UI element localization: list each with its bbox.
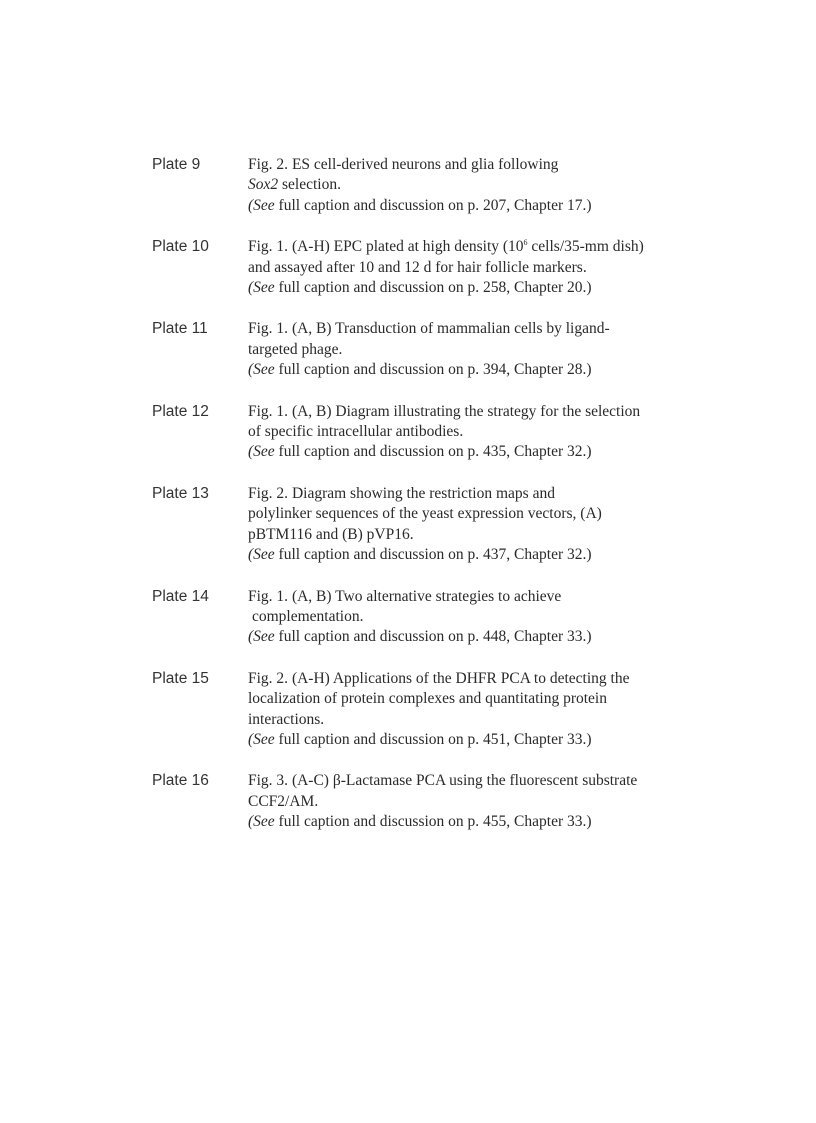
caption-line: polylinker sequences of the yeast expression vectors, (A) [248, 505, 602, 523]
caption-line: Sox2 selection. [248, 176, 341, 194]
caption-line: targeted phage. [248, 340, 343, 358]
page-number: 455 [483, 813, 507, 831]
plate-entry-9 [152, 155, 672, 216]
figure-number: Fig. 2. [248, 484, 289, 502]
caption-line: complementation. [252, 607, 364, 625]
caption-line: Fig. 1. (A, B) Diagram illustrating the strategy for the selection [248, 402, 641, 420]
plate-label: Plate 11 [152, 320, 208, 338]
plate-caption [248, 402, 672, 463]
caption-line: and assayed after 10 and 12 d for hair follicle markers. [248, 258, 587, 276]
plate-caption [248, 237, 672, 298]
figure-number: Fig. 2. [248, 156, 289, 173]
caption-line: Fig. 3. (A-C) β-Lactamase PCA using the fluorescent substrate [248, 772, 638, 790]
plate-caption [248, 587, 672, 648]
chapter-number: 32 [567, 443, 583, 461]
gene-name: Sox2 [248, 176, 279, 194]
plate-caption [248, 771, 672, 832]
see-reference: (See full caption and discussion on p. 455, Chapter 33.) [248, 813, 592, 831]
plate-caption [248, 155, 672, 216]
see-reference: (See full caption and discussion on p. 258, Chapter 20.) [248, 279, 592, 297]
page-number: 258 [483, 279, 507, 297]
caption-line: Fig. 1. (A, B) Transduction of mammalian cells by ligand- [248, 320, 610, 338]
chapter-number: 20 [567, 279, 583, 297]
page-number: 394 [483, 361, 507, 379]
caption-line: interactions. [248, 710, 325, 728]
plate-caption [248, 319, 672, 380]
plate-label: Plate 16 [152, 772, 209, 790]
plate-entry-14 [152, 587, 672, 648]
chapter-number: 33 [567, 813, 583, 831]
figure-number: Fig. 1. [248, 238, 289, 256]
plate-label: Plate 15 [152, 669, 209, 687]
caption-line: Fig. 1. (A-H) EPC plated at high density ($10^6$ cells/35-mm dish) [248, 238, 644, 256]
see-reference: (See full caption and discussion on p. 435, Chapter 32.) [248, 443, 592, 461]
plate-entry-13 [152, 484, 672, 566]
caption-line: Fig. 2. Diagram showing the restriction maps and [248, 484, 555, 502]
plate-caption [248, 484, 672, 566]
plate-entry-12 [152, 402, 672, 463]
page-number: 451 [483, 730, 507, 748]
chapter-number: 17 [567, 196, 583, 214]
plate-list [152, 155, 672, 854]
see-reference: (See full caption and discussion on p. 437, Chapter 32.) [248, 546, 592, 564]
chapter-number: 28 [567, 361, 583, 379]
caption-line: pBTM116 and (B) pVP16. [248, 525, 414, 543]
see-reference: (See full caption and discussion on p. 394, Chapter 28.) [248, 361, 592, 379]
plate-entry-15 [152, 669, 672, 751]
figure-number: Fig. 1. [248, 587, 289, 605]
caption-line: localization of protein complexes and quantitating protein [248, 690, 607, 708]
plate-label: Plate 10 [152, 238, 209, 256]
plate-label: Plate 12 [152, 402, 209, 420]
plate-label: Plate 14 [152, 587, 209, 605]
page-number: 435 [483, 443, 507, 461]
plate-entry-16 [152, 771, 672, 832]
plate-label: Plate 13 [152, 484, 209, 502]
see-reference: (See full caption and discussion on p. 448, Chapter 33.) [248, 628, 592, 646]
page-number: 207 [483, 196, 507, 214]
figure-number: Fig. 3. [248, 772, 289, 790]
figure-number: Fig. 1. [248, 402, 289, 420]
caption-line: CCF2/AM. [248, 792, 319, 810]
plate-entry-11 [152, 319, 672, 380]
caption-line: Fig. 2. ES cell-derived neurons and glia following [248, 156, 559, 173]
page-number: 437 [483, 546, 507, 564]
superscript: 6 [523, 238, 528, 248]
page-number: 448 [483, 628, 507, 646]
chapter-number: 33 [567, 628, 583, 646]
caption-line: Fig. 1. (A, B) Two alternative strategies to achieve [248, 587, 562, 605]
plate-label: Plate 9 [152, 156, 201, 173]
see-reference: (See full caption and discussion on p. 451, Chapter 33.) [248, 730, 592, 748]
figure-number: Fig. 1. [248, 320, 289, 338]
chapter-number: 33 [567, 730, 583, 748]
caption-line: Fig. 2. (A-H) Applications of the DHFR PCA to detecting the [248, 669, 630, 687]
caption-line: of specific intracellular antibodies. [248, 423, 464, 441]
figure-number: Fig. 2. [248, 669, 289, 687]
chapter-number: 32 [567, 546, 583, 564]
see-reference: (See full caption and discussion on p. 207, Chapter 17.) [248, 196, 592, 214]
plate-entry-10 [152, 237, 672, 298]
plate-caption [248, 669, 672, 751]
